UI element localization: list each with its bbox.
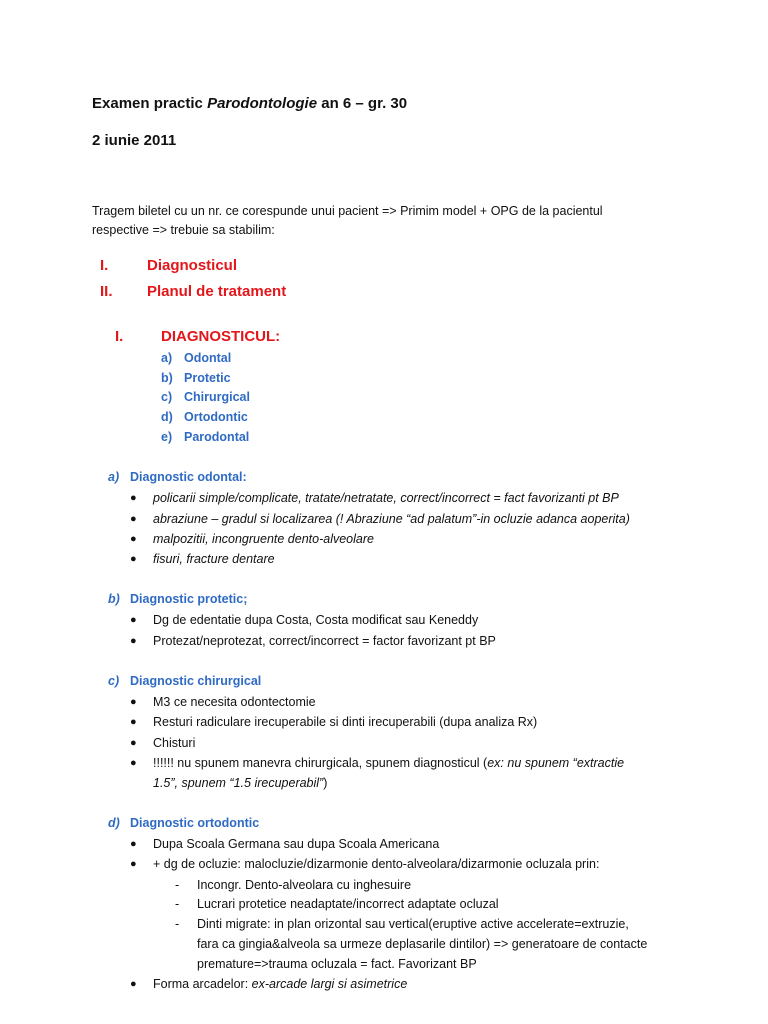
title-prefix: Examen practic — [92, 95, 208, 112]
sec-c-bullet-4-line-2 — [153, 773, 327, 793]
sec-d-title: Diagnostic ortodontic — [130, 816, 260, 830]
sec-c-bullet-4-cont: 1.5”, spunem “1.5 irecuperabil” — [153, 776, 324, 790]
sec-a-bullet-3: malpozitii, incongruente dento-alveolare — [153, 532, 374, 546]
sec-a-bullet-1: policarii simple/complicate, tratate/netratate, correct/incorrect = fact favorizanti pt BP — [153, 491, 619, 505]
sec-c-bullet-3: Chisturi — [153, 736, 196, 750]
diag-item-e: Parodontal — [184, 430, 250, 444]
diag-letter-a: a) — [161, 351, 173, 365]
bullet-icon: ● — [130, 838, 137, 850]
sec-c-letter: c) — [108, 674, 120, 688]
sec-b-title: Diagnostic protetic; — [130, 592, 248, 606]
bullet-icon: ● — [130, 696, 137, 708]
sec-d-dash-2: Lucrari protetice neadaptate/incorrect adaptate ocluzal — [197, 897, 499, 911]
sec-d-bullet-3 — [153, 974, 407, 994]
dash-icon: - — [175, 878, 180, 892]
document-date: 2 iunie 2011 — [92, 132, 177, 149]
sec-d-bullet-2: + dg de ocluzie: malocluzie/dizarmonie dento-alveolara/dizarmonie ocluzala prin: — [153, 857, 600, 871]
title-subject: Parodontologie — [207, 95, 318, 112]
sec-a-title: Diagnostic odontal: — [130, 470, 247, 484]
diag-letter-d: d) — [161, 410, 173, 424]
sec-d-letter: d) — [108, 816, 120, 830]
sec-d-bullet-3-example: ex-arcade largi si asimetrice — [248, 977, 408, 991]
diag-item-a: Odontal — [184, 351, 232, 365]
sec-a-bullet-2: abraziune – gradul si localizarea (! Abraziune “ad palatum”-in ocluzie adanca aoperita) — [153, 512, 630, 526]
sec-c-bullet-4-line-1 — [153, 753, 624, 773]
sec-b-bullet-1: Dg de edentatie dupa Costa, Costa modificat sau Keneddy — [153, 613, 479, 627]
sec-d-bullet-3-label: Forma arcadelor: — [153, 977, 249, 991]
sec-d-dash-3-line-2: fara ca gingia&alveola sa urmeze deplasarile dintilor) => generatoare de contacte — [197, 937, 648, 951]
bullet-icon: ● — [130, 716, 137, 728]
intro-line-1: Tragem biletel cu un nr. ce corespunde unui pacient => Primim model + OPG de la pacientul — [92, 204, 603, 218]
bullet-icon: ● — [130, 513, 137, 525]
dash-icon: - — [175, 897, 180, 911]
document-title — [92, 94, 407, 114]
intro-line-2: respective => trebuie sa stabilim: — [92, 223, 275, 237]
sec-b-letter: b) — [108, 592, 120, 606]
bullet-icon: ● — [130, 492, 137, 504]
dash-icon: - — [175, 917, 180, 931]
main-list-item-1: Diagnosticul — [147, 257, 238, 274]
sec-c-bullet-1: M3 ce necesita odontectomie — [153, 695, 316, 709]
sec-c-title: Diagnostic chirurgical — [130, 674, 262, 688]
sec-c-bullet-4-text: !!!!!! nu spunem manevra chirurgicala, spunem diagnosticul ( — [153, 756, 488, 770]
bullet-icon: ● — [130, 757, 137, 769]
diag-section-num: I. — [115, 328, 124, 345]
main-list-num-2: II. — [100, 283, 113, 300]
bullet-icon: ● — [130, 614, 137, 626]
sec-a-bullet-4: fisuri, fracture dentare — [153, 552, 275, 566]
bullet-icon: ● — [130, 533, 137, 545]
diag-item-d: Ortodontic — [184, 410, 248, 424]
title-suffix: an 6 – gr. 30 — [317, 95, 408, 112]
diag-item-c: Chirurgical — [184, 390, 250, 404]
diag-letter-b: b) — [161, 371, 173, 385]
bullet-icon: ● — [130, 978, 137, 990]
diag-letter-c: c) — [161, 390, 173, 404]
sec-b-bullet-2: Protezat/neprotezat, correct/incorrect = factor favorizant pt BP — [153, 634, 496, 648]
sec-d-dash-3-line-1: Dinti migrate: in plan orizontal sau vertical(eruptive active accelerate=extruzie, — [197, 917, 629, 931]
main-list-num-1: I. — [100, 257, 109, 274]
bullet-icon: ● — [130, 553, 137, 565]
diag-section-title: DIAGNOSTICUL: — [161, 328, 281, 345]
sec-c-bullet-4-close: ) — [323, 776, 328, 790]
sec-d-bullet-1: Dupa Scoala Germana sau dupa Scoala Americana — [153, 837, 440, 851]
sec-c-bullet-2: Resturi radiculare irecuperabile si dinti irecuperabili (dupa analiza Rx) — [153, 715, 538, 729]
main-list-item-2: Planul de tratament — [147, 283, 287, 300]
sec-c-bullet-4-ex: ex: — [487, 756, 504, 770]
bullet-icon: ● — [130, 737, 137, 749]
diag-letter-e: e) — [161, 430, 173, 444]
sec-d-dash-3-line-3: premature=>trauma ocluzala = fact. Favorizant BP — [197, 957, 477, 971]
bullet-icon: ● — [130, 635, 137, 647]
sec-a-letter: a) — [108, 470, 120, 484]
sec-c-bullet-4-italic: nu spunem “extractie — [503, 756, 625, 770]
sec-d-dash-1: Incongr. Dento-alveolara cu inghesuire — [197, 878, 412, 892]
bullet-icon: ● — [130, 858, 137, 870]
diag-item-b: Protetic — [184, 371, 231, 385]
